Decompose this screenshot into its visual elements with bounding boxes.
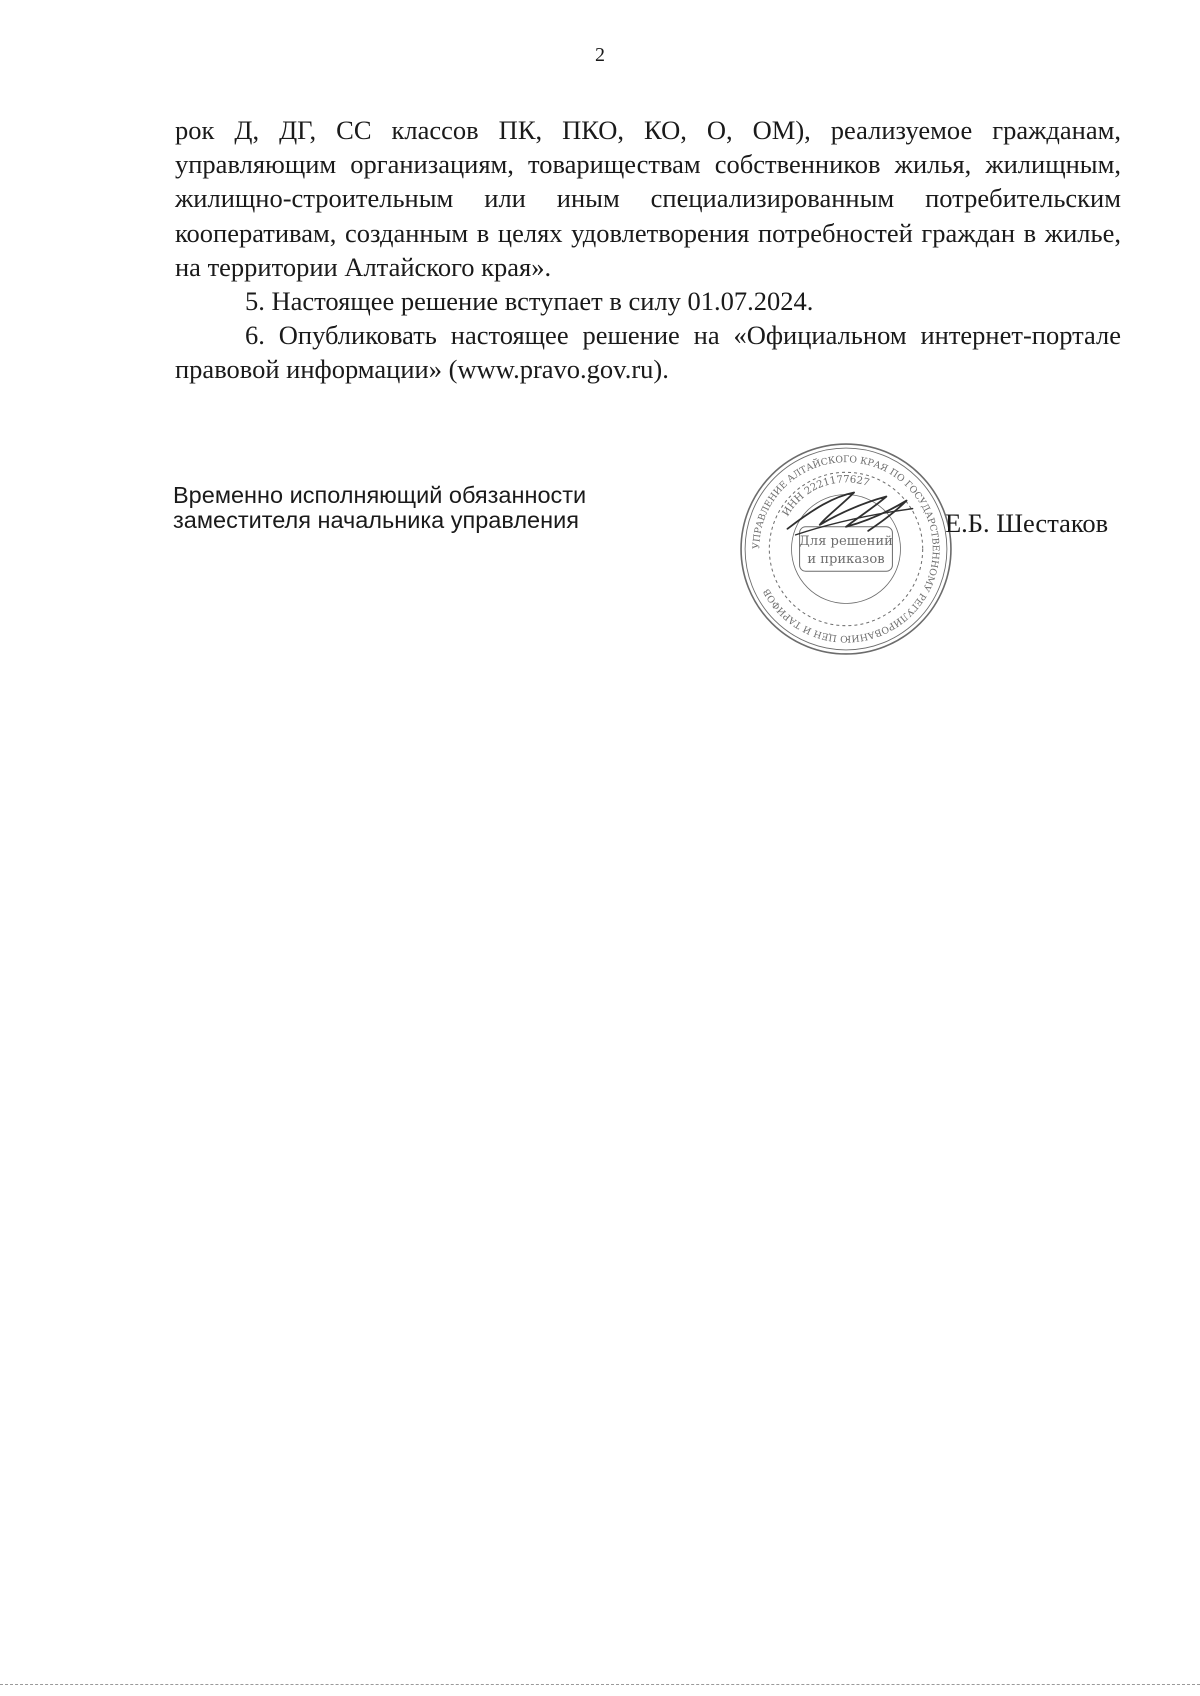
seal-center-line-1: Для решений bbox=[799, 533, 893, 549]
signatory-name: Е.Б. Шестаков bbox=[945, 508, 1109, 538]
official-seal bbox=[735, 438, 957, 660]
paragraph-continuation: рок Д, ДГ, СС классов ПК, ПКО, КО, О, ОМ), реализуемое гражданам, управляющим организациям, товариществам собственников жилья, жилищным, жилищно-строительным или иным специализированным потребительским кооперативам, созданным в целях удовлетворения потребностей граждан в жилье, на территории Алтайского края». bbox=[175, 115, 1121, 282]
document-body bbox=[175, 113, 1121, 387]
page-number: 2 bbox=[595, 44, 605, 66]
seal-ring-text: УПРАВЛЕНИЕ АЛТАЙСКОГО КРАЯ ПО ГОСУДАРСТВЕННОМУ РЕГУЛИРОВАНИЮ ЦЕН И ТАРИФОВ bbox=[751, 454, 941, 644]
seal-center-line-2: и приказов bbox=[807, 552, 885, 568]
paragraph-item-5: 5. Настоящее решение вступает в силу 01.07.2024. bbox=[245, 286, 814, 317]
seal-inn-text: ИНН 2221177627 bbox=[780, 474, 871, 519]
signatory-position bbox=[173, 483, 586, 533]
scan-edge-line bbox=[0, 1684, 1200, 1685]
signatory-position-line-2: заместителя начальника управления bbox=[173, 507, 579, 533]
paragraph-item-6: 6. Опубликовать настоящее решение на «Официальном интернет-портале правовой информации» (www.pravo.gov.ru). bbox=[175, 320, 1121, 385]
signatory-position-line-1: Временно исполняющий обязанности bbox=[173, 482, 587, 508]
